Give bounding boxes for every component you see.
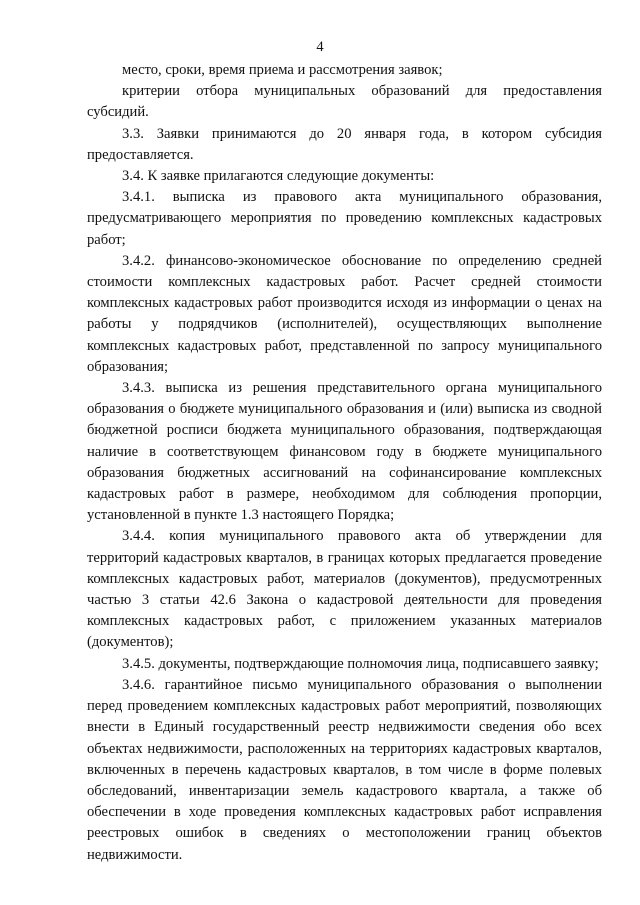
paragraph-3-4-3: 3.4.3. выписка из решения представительного органа муниципального образования о бюджете муниципального образования и (или) выписка из сводной бюджетной росписи бюджета муниципального образования, подтверждающая наличие в соответствующем финансовом году в бюджете муниципального образования бюджетных ассигнований на софинансирование комплексных кадастровых работ в размере, необходимом для соблюдения пропорции, установленной в пункте 1.3 настоящего Порядка; <box>87 380 602 524</box>
paragraph-3-4-6: 3.4.6. гарантийное письмо муниципального образования о выполнении перед проведением комплексных кадастровых работ мероприятий, позволяющих внести в Единый государственный реестр недвижимости сведения обо всех объектах недвижимости, расположенных на территориях кадастровых кварталов, включенных в перечень кадастровых кварталов, в том числе в форме полевых обследований, инвентаризации земель кадастрового квартала, а также об обеспечении в ходе проведения комплексных кадастровых работ исправления реестровых ошибок в сведениях о местоположении границ объектов недвижимости. <box>87 676 602 863</box>
paragraph-3-4-4: 3.4.4. копия муниципального правового акта об утверждении для территорий кадастровых кварталов, в границах которых предлагается проведение комплексных кадастровых работ, материалов (документов), предусмотренных частью 3 статьи 42.6 Закона о кадастровой деятельности для проведения комплексных кадастровых работ, с приложением указанных материалов (документов); <box>87 528 602 651</box>
paragraph-3-4: 3.4. К заявке прилагаются следующие документы: <box>122 168 435 185</box>
paragraph-selection-criteria: критерии отбора муниципальных образований для предоставления субсидий. <box>87 83 602 121</box>
page-number: 4 <box>316 39 324 55</box>
document-body <box>87 60 602 866</box>
paragraph-3-4-1: 3.4.1. выписка из правового акта муниципального образования, предусматривающего мероприятия по проведению комплексных кадастровых работ; <box>87 189 602 248</box>
paragraph-application-place-time: место, сроки, время приема и рассмотрения заявок; <box>122 62 443 78</box>
paragraph-3-4-5: 3.4.5. документы, подтверждающие полномочия лица, подписавшего заявку; <box>122 655 599 672</box>
paragraph-3-3: 3.3. Заявки принимаются до 20 января года, в котором субсидия предоставляется. <box>87 125 602 163</box>
paragraph-3-4-2: 3.4.2. финансово-экономическое обоснование по определению средней стоимости комплексных кадастровых работ. Расчет средней стоимости комплексных кадастровых работ производится исходя из информации о ценах на работы у подрядчиков (исполнителей), осуществляющих выполнение комплексных кадастровых работ, представленной по запросу муниципального образования; <box>87 252 602 375</box>
